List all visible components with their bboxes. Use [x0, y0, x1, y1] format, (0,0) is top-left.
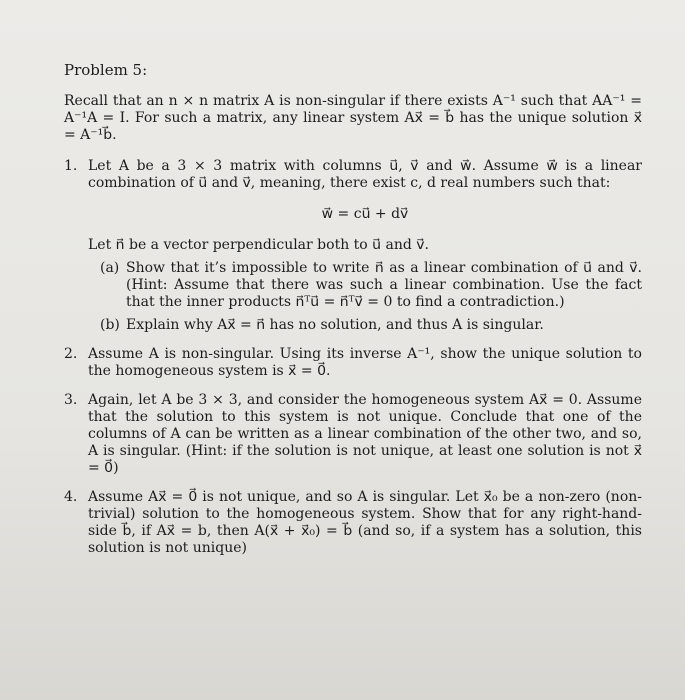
item-number: 2. — [64, 346, 78, 362]
item-number: 1. — [64, 158, 78, 174]
item-text: Assume A is non-singular. Using its inverse A⁻¹, show the unique solution to the homogeneous system is x⃗ = 0⃗. — [88, 346, 642, 379]
item-text: Let A be a 3 × 3 matrix with columns u⃗, v⃗ and w⃗. Assume w⃗ is a linear combination of u⃗ and v⃗, meaning, there exist c, d real numbers such that: — [88, 158, 642, 191]
list-item-4 — [64, 489, 642, 557]
item-number: 4. — [64, 489, 78, 505]
problem-title: Problem 5: — [64, 61, 148, 79]
sub-item-label: (b) — [100, 317, 120, 333]
intro-paragraph: Recall that an n × n matrix A is non-singular if there exists A⁻¹ such that AA⁻¹ = A⁻¹A = I. For such a matrix, any linear system Ax⃗ = b⃗ has the unique solution x⃗ = A⁻¹b⃗. — [64, 93, 642, 143]
item-text: Assume Ax⃗ = 0⃗ is not unique, and so A is singular. Let x⃗₀ be a non-zero (non-trivial) solution to the homogeneous system. Show that for any right-hand-side b⃗, if Ax⃗ = b, then A(x⃗ + x⃗₀) = b⃗ (and so, if a system has a solution, this solution is not unique) — [88, 489, 642, 556]
sub-list — [94, 260, 642, 334]
list-item-3 — [64, 392, 642, 477]
item-text: Again, let A be 3 × 3, and consider the homogeneous system Ax⃗ = 0. Assume that the solution to this system is not unique. Conclude that one of the columns of A can be written as a linear combination of the other two, and so, A is singular. (Hint: if the solution is not unique, at least one solution is not x⃗ = 0⃗) — [88, 392, 642, 476]
sub-item-b — [94, 317, 642, 334]
sub-item-label: (a) — [100, 260, 120, 276]
sub-item-a — [94, 260, 642, 311]
sub-item-text: Explain why Ax⃗ = n⃗ has no solution, and thus A is singular. — [126, 317, 544, 333]
list-item-2 — [64, 346, 642, 380]
sub-item-text: Show that it’s impossible to write n⃗ as a linear combination of u⃗ and v⃗. (Hint: Assume that there was such a linear combination. Use the fact that the inner products n⃗ᵀu⃗ = n⃗ᵀv⃗ = 0 to find a contradiction.) — [126, 260, 642, 310]
equation: w⃗ = cu⃗ + dv⃗ — [321, 206, 409, 222]
problem-content — [64, 62, 642, 569]
item-number: 3. — [64, 392, 78, 408]
list-item-1 — [64, 158, 642, 334]
item-followup: Let n⃗ be a vector perpendicular both to u⃗ and v⃗. — [88, 237, 429, 253]
